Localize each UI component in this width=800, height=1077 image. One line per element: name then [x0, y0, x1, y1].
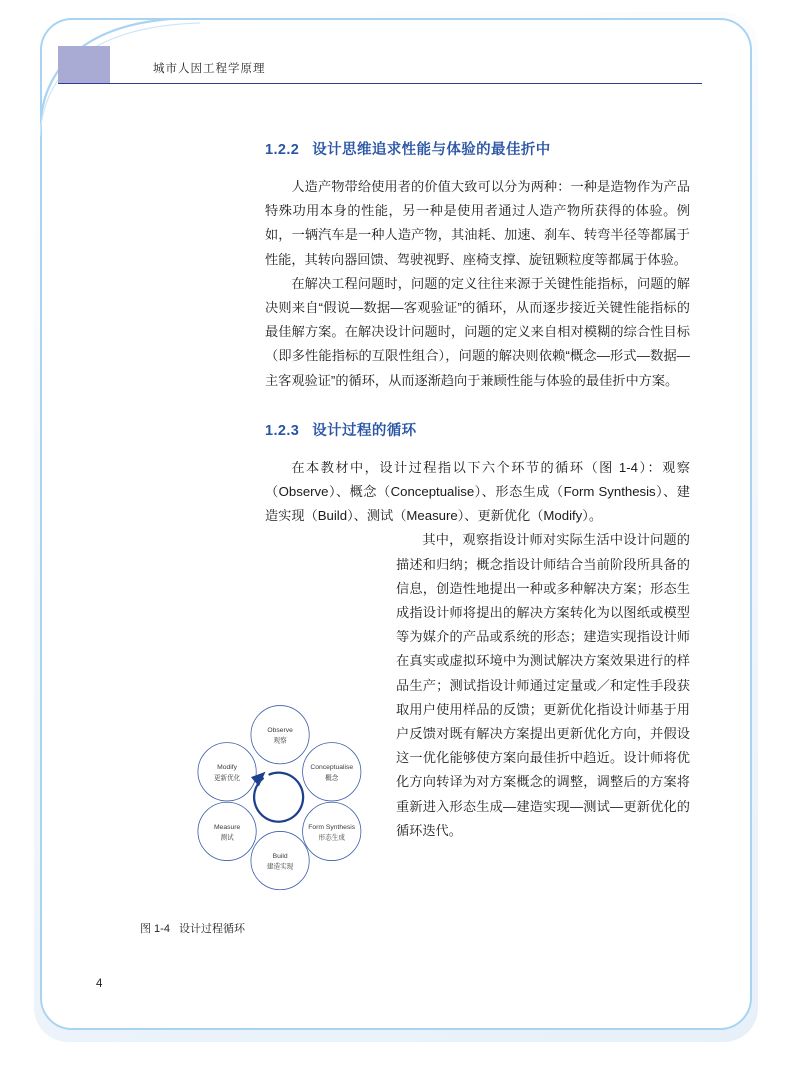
node-label-en-measure: Measure	[213, 823, 241, 831]
section-heading-122	[265, 138, 690, 159]
section-heading-123	[265, 419, 690, 440]
figure-wrap-region	[265, 528, 690, 843]
node-label-zh-observe: 观察	[273, 737, 287, 745]
header-color-swatch	[58, 46, 110, 83]
running-header	[58, 46, 698, 86]
paragraph-122-2: 在解决工程问题时，问题的定义往往来源于关键性能指标，问题的解决则来自“假说—数据—客观验证”的循环，从而逐步接近关键性能指标的最佳解方案。在解决设计问题时，问题的定义来自相对模糊的综合性目标（即多性能指标的互限性组合），问题的解决则依赖“概念—形式—数据—主客观验证”的循环，从而逐渐趋向于兼顾性能与体验的最佳折中方案。	[265, 275, 690, 388]
figure-float-spacer	[135, 530, 388, 830]
section-spacer	[265, 393, 690, 419]
header-title-text: 城市人因工程学原理	[153, 63, 266, 75]
section-number-123: 1.2.3	[265, 422, 300, 439]
section-number-122: 1.2.2	[265, 142, 300, 158]
section-title-122: 设计思维追求性能与体验的最佳折中	[312, 142, 551, 158]
body-text-column	[265, 138, 690, 843]
figure-caption-title: 设计过程循环	[178, 923, 245, 935]
paragraph-123-1: 在本教材中，设计过程指以下六个环节的循环（图 1-4）：观察（Observe）、概念（Conceptualise）、形态生成（Form Synthesis）、建造实现（Build）、测试（Measure）、更新优化（Modify）。	[265, 459, 690, 524]
node-label-en-conceptualise: Conceptualise	[310, 764, 354, 772]
node-label-en-observe: Observe	[267, 727, 293, 735]
node-label-en-build: Build	[272, 852, 288, 860]
node-label-zh-form-synthesis: 形态生成	[318, 834, 345, 842]
node-label-en-modify: Modify	[217, 764, 238, 772]
header-rule	[58, 83, 702, 84]
figure-caption-number: 图 1-4	[140, 923, 170, 935]
node-label-zh-modify: 更新优化	[213, 774, 241, 782]
section-title-123: 设计过程的循环	[312, 422, 417, 439]
paragraph-122-1: 人造产物带给使用者的价值大致可以分为两种：一种是造物作为产品特殊功用本身的性能，另一种是使用者通过人造产物所获得的体验。例如，一辆汽车是一种人造产物，其油耗、加速、刹车、转弯半径等都属于性能，其转向器回馈、驾驶视野、座椅支撑、旋钮颗粒度等都属于体验。	[265, 179, 690, 267]
node-label-zh-conceptualise: 概念	[325, 774, 339, 782]
paragraph-123-2: 其中，观察指设计师对实际生活中设计问题的描述和归纳；概念指设计师结合当前阶段所具备的信息，创造性地提出一种或多种解决方案；形态生成指设计师将提出的解决方案转化为以图纸或模型等为媒介的产品或系统的形态；建造实现指设计师在真实或虚拟环境中为测试解决方案效果进行的样品生产；测试指设计师通过定量或／和定性手段获取用户使用样品的反馈；更新优化指设计师基于用户反馈对既有解决方案提出更新优化方向，并假设这一优化能够使方案向最佳折中趋近。设计师将优化方向转译为对方案概念的调整，调整后的方案将重新进入形态生成—建造实现—测试—更新优化的循环迭代。	[396, 532, 690, 838]
node-label-zh-build: 建造实现	[266, 863, 294, 871]
node-label-en-form-synthesis: Form Synthesis	[308, 823, 356, 831]
figure-caption	[140, 920, 245, 936]
page-number: 4	[96, 978, 103, 990]
node-label-zh-measure: 测试	[220, 834, 234, 842]
